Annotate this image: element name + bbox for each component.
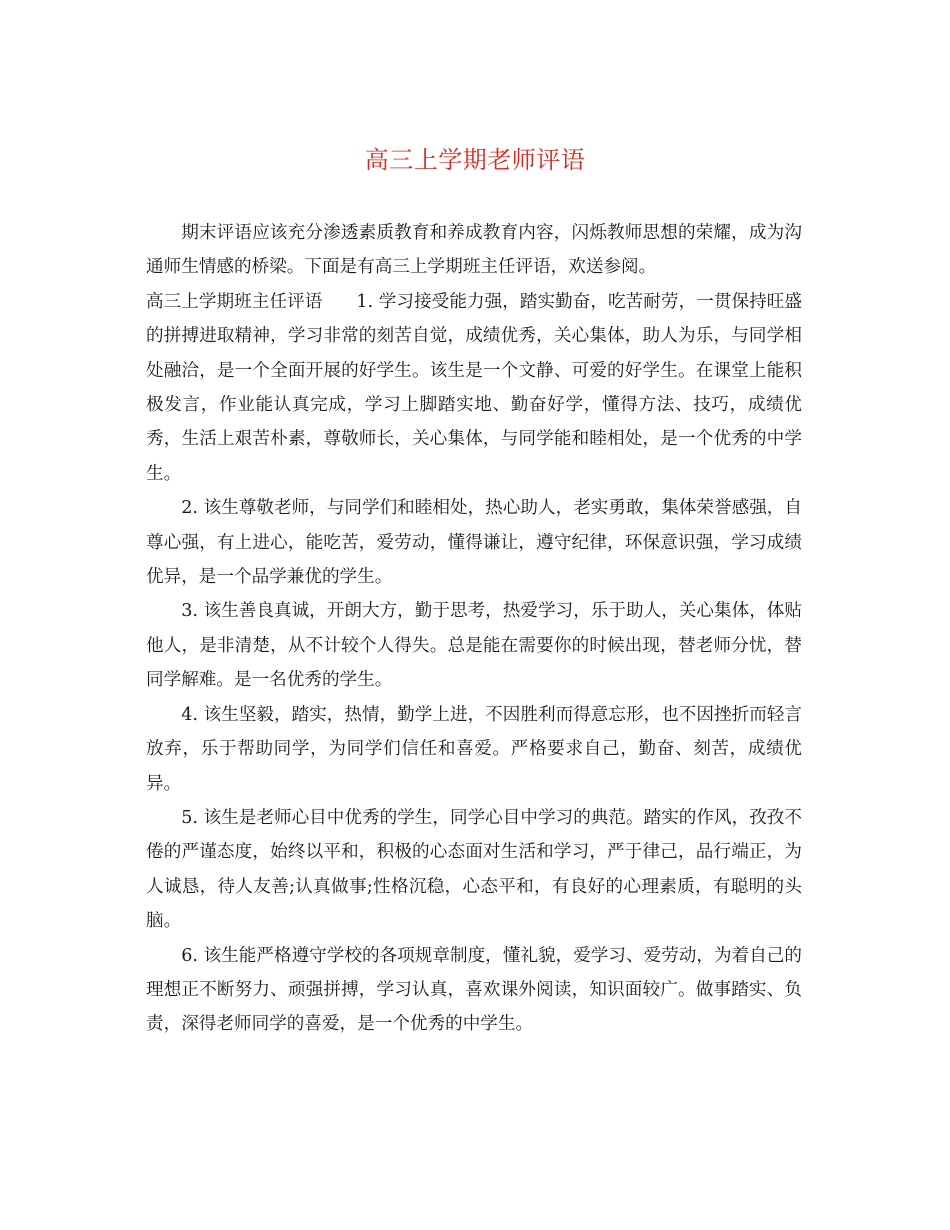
comment-item-1: 1. 学习接受能力强，踏实勤奋，吃苦耐劳，一贯保持旺盛的拼搏进取精神，学习非常的刻苦自觉，成绩优秀，关心集体，助人为乐，与同学相处融洽，是一个全面开展的好学生。该生是一个文静、可爱的好学生。在课堂上能积极发言，作业能认真完成，学习上脚踏实地、勤奋好学，懂得方法、技巧，成绩优秀，生活上艰苦朴素，尊敬师长，关心集体，与同学能和睦相处，是一个优秀的中学生。 xyxy=(146,291,802,484)
comment-item-5: 5. 该生是老师心目中优秀的学生，同学心目中学习的典范。踏实的作风，孜孜不倦的严谨态度，始终以平和，积极的心态面对生活和学习，严于律己，品行端正，为人诚恳，待人友善;认真做事;性格沉稳，心态平和，有良好的心理素质，有聪明的头脑。 xyxy=(146,807,802,932)
intro-paragraph: 期末评语应该充分渗透素质教育和养成教育内容，闪烁教师思想的荣耀，成为沟通师生情感的桥梁。下面是有高三上学期班主任评语，欢送参阅。 xyxy=(146,223,802,278)
document-body xyxy=(146,216,802,1042)
comment-item-4: 4. 该生坚毅，踏实，热情，勤学上进，不因胜利而得意忘形，也不因挫折而轻言放弃，乐于帮助同学，为同学们信任和喜爱。严格要求自己，勤奋、刻苦，成绩优异。 xyxy=(146,704,802,794)
first-comment-paragraph xyxy=(146,285,802,491)
comment-item-2: 2. 该生尊敬老师，与同学们和睦相处，热心助人，老实勇敢，集体荣誉感强，自尊心强，有上进心，能吃苦，爱劳动，懂得谦让，遵守纪律，环保意识强，学习成绩优异，是一个品学兼优的学生。 xyxy=(146,498,802,588)
comment-item-3: 3. 该生善良真诚，开朗大方，勤于思考，热爱学习，乐于助人，关心集体，体贴他人，是非清楚，从不计较个人得失。总是能在需要你的时候出现，替老师分忧，替同学解难。是一名优秀的学生。 xyxy=(146,601,802,691)
comment-item-6: 6. 该生能严格遵守学校的各项规章制度，懂礼貌，爱学习、爱劳动，为着自己的理想正不断努力、顽强拼搏，学习认真，喜欢课外阅读，知识面较广。做事踏实、负责，深得老师同学的喜爱，是一个优秀的中学生。 xyxy=(146,945,802,1035)
section-label: 高三上学期班主任评语 xyxy=(146,291,323,312)
page-title: 高三上学期老师评语 xyxy=(364,146,586,174)
